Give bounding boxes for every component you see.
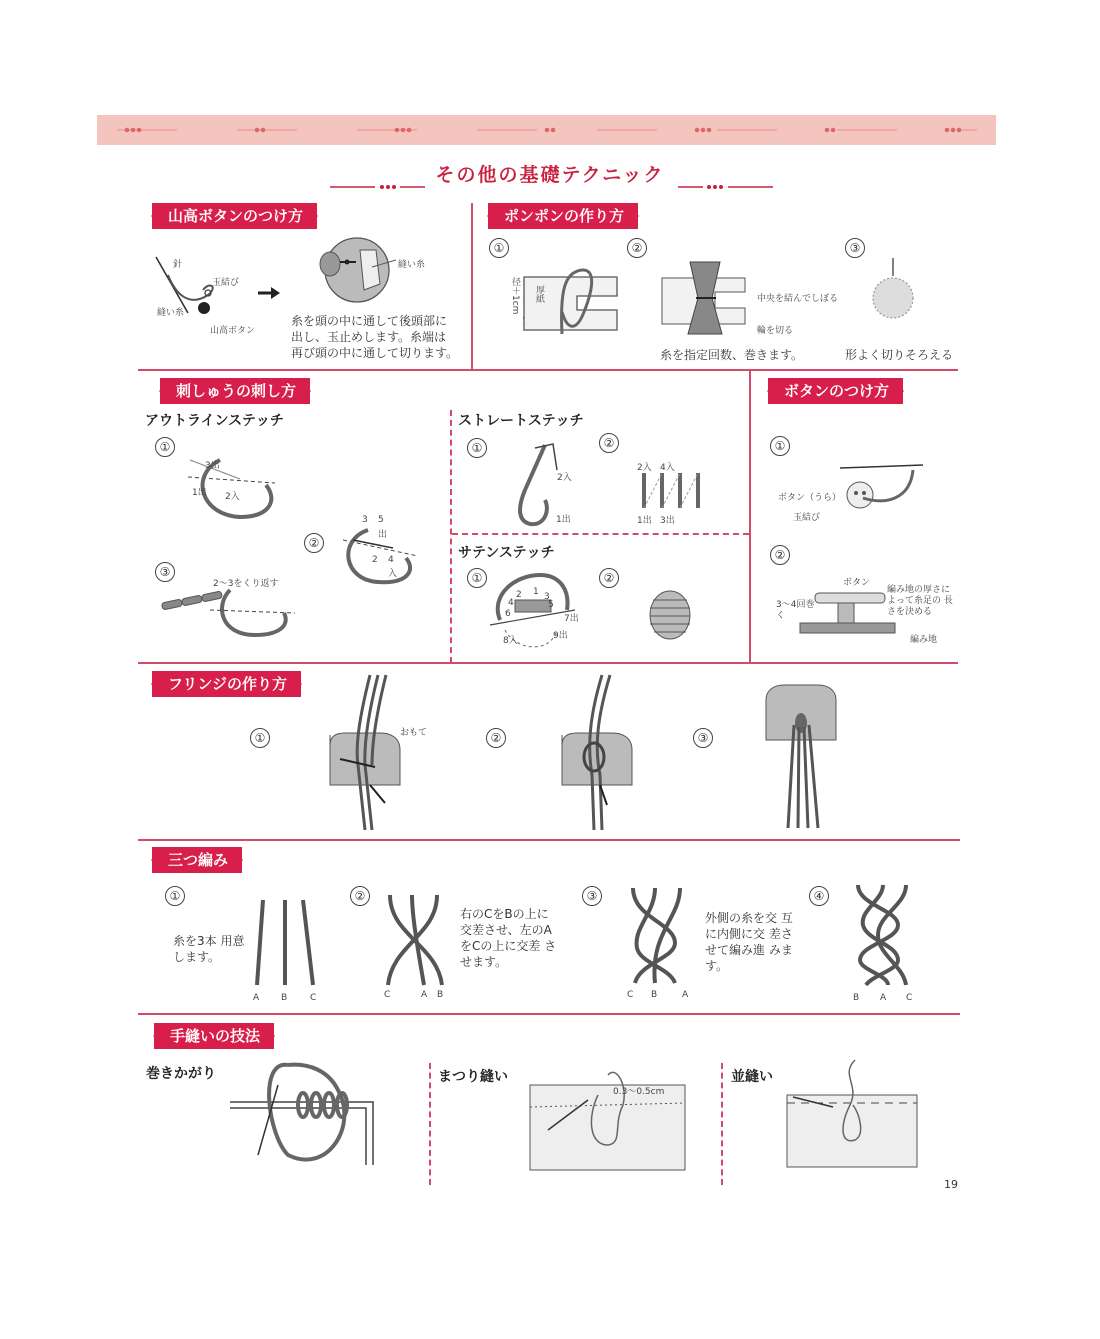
straight-step-1: ① [467,438,487,458]
outline-step-3: ③ [155,562,175,582]
section-label-hand-sewing: 手縫いの技法 [154,1023,274,1049]
braid-note-2: 右のCをBの上に 交差させ、左のA をCの上に交差 させます。 [460,907,557,969]
label-n4: 4 [388,555,394,565]
pompom-note-1: 糸を指定回数、巻きます。 [660,348,804,362]
satin-stitch-finished-illustration [645,588,695,643]
section-label-button-sew: ボタンのつけ方 [768,378,903,404]
section-label-button-shank: 山高ボタンのつけ方 [152,203,317,229]
pompom-tied-illustration [660,262,755,337]
blind-stitch-title: まつり縫い [438,1069,508,1085]
braid-1-letter-c: C [310,993,317,1003]
pompom-card-wrapping-illustration [522,272,622,342]
outline-stitch-title: アウトラインステッチ [145,413,284,429]
section-rule [138,1013,960,1015]
label-out: 出 [378,530,388,540]
section-divider [749,371,751,663]
braid-note-1: 糸を3本 用意します。 [173,934,245,964]
fringe-finished-illustration [766,685,841,835]
braid-3-letter-b: B [651,990,658,1000]
label-n2: 2 [372,555,378,565]
header-decorative-band [97,115,996,145]
label-thickness: 編み地の厚さに よって糸足の 長さを決める [887,585,953,617]
braid-3-letter-c: C [627,990,634,1000]
label-pompom-width: 径＋1cm [510,277,520,315]
outline-step-2: ② [304,533,324,553]
label-satin-n6: 6 [505,609,511,619]
section-label-braid: 三つ編み [152,847,242,873]
fringe-step2-illustration [562,675,642,835]
page-number: 19 [944,1178,958,1191]
whip-stitch-title: 巻きかがり [146,1066,216,1082]
pompom-finished-illustration [868,258,918,328]
embroidery-divider-horizontal [452,533,749,535]
label-wrap: 3～4回巻く [776,600,815,621]
section-label-pompom: ポンポンの作り方 [488,203,638,229]
section-divider [471,203,473,369]
arrow-right-icon [258,286,282,300]
label-tie: 中央を結んでしぼる [757,294,839,304]
label-out1: 1出 [192,488,207,498]
label-in2-straight: 2入 [557,473,572,483]
braid-note-3: 外側の糸を交 互に内側に交 差させて編み進 みます。 [705,911,793,973]
whip-stitch-illustration [228,1055,378,1165]
fringe-step1-illustration [330,675,410,835]
section-rule [138,662,958,664]
braid-2-letter-a: A [421,990,428,1000]
satin-step-2: ② [599,568,619,588]
label-button: ボタン [843,578,871,588]
note-line: 出し、玉止めします。糸端は [291,330,447,344]
label-thread: 縫い糸 [157,308,185,318]
braid-step4-illustration [848,885,918,985]
label-satin-n2: 2 [516,590,522,600]
label-in2: 2入 [225,492,240,502]
section-label-embroidery: 刺しゅうの刺し方 [160,378,310,404]
label-in2b: 2入 [637,463,652,473]
hand-sewing-divider [429,1063,431,1185]
braid-step3-illustration [625,888,695,983]
label-fabric: 編み地 [910,635,938,645]
braid-4-letter-b: B [853,993,860,1003]
note-line: 再び頭の中に通して切ります。 [291,346,459,360]
pompom-step-1: ① [489,238,509,258]
braid-step-1: ① [165,886,185,906]
braid-1-letter-b: B [281,993,288,1003]
label-n5: 5 [378,515,384,525]
label-button-back: ボタン（うら） [778,493,842,503]
label-out3-straight: 3出 [660,516,675,526]
label-satin-n1: 1 [533,587,539,597]
label-card: 厚紙 [534,285,544,303]
outline-stitch-step3-illustration [160,585,300,645]
straight-step-2: ② [599,433,619,453]
braid-2-letter-b: B [437,990,444,1000]
label-knot: 玉結び [212,278,240,288]
braid-1-letter-a: A [253,993,260,1003]
fringe-step-1: ① [250,728,270,748]
label-gap: 0.3～0.5cm [613,1087,665,1097]
label-shank-button: 山高ボタン [210,326,256,336]
braid-step1-illustration [255,900,325,985]
note-line: 糸を頭の中に通して後頭部に [291,314,448,328]
braid-2-letter-c: C [384,990,391,1000]
label-needle: 針 [173,260,183,270]
running-stitch-illustration [785,1055,920,1170]
braid-3-letter-a: A [682,990,689,1000]
label-in: 入 [388,569,398,579]
section-rule [138,839,960,841]
label-satin-n4: 4 [508,598,514,608]
shank-button-note [291,313,461,361]
straight-stitch-title: ストレートステッチ [458,413,584,429]
title-ornament-right [678,175,773,177]
label-repeat: 2～3をくり返す [213,579,279,589]
braid-step-3: ③ [582,886,602,906]
embroidery-divider [450,410,452,663]
label-satin-out9: 9出 [553,631,568,641]
braid-4-letter-a: A [880,993,887,1003]
satin-stitch-title: サテンステッチ [458,545,555,561]
label-satin-n5: 5 [548,600,554,610]
fringe-step-2: ② [486,728,506,748]
label-knot-button: 玉結び [793,513,821,523]
pompom-step-2: ② [627,238,647,258]
running-stitch-title: 並縫い [731,1069,773,1085]
label-satin-in8: 8入 [503,636,518,646]
braid-step-2: ② [350,886,370,906]
label-out1-straight: 1出 [556,515,571,525]
page-title: その他の基礎テクニック [435,164,665,186]
label-satin-out7: 7出 [564,614,579,624]
hand-sewing-divider [721,1063,723,1185]
section-rule [138,369,958,371]
braid-step-4: ④ [809,886,829,906]
satin-step-1: ① [467,568,487,588]
braid-step2-illustration [382,895,452,985]
label-out1b: 1出 [637,516,652,526]
label-thread-2: 縫い糸 [398,260,426,270]
band-ornament [97,115,996,145]
pompom-step-3: ③ [845,238,865,258]
label-cut: 輪を切る [757,326,794,336]
label-n3: 3 [362,515,368,525]
shank-button-finished-illustration [312,232,412,312]
blind-stitch-illustration [528,1055,688,1170]
braid-4-letter-c: C [906,993,913,1003]
label-front: おもて [400,728,428,738]
fringe-step-3: ③ [693,728,713,748]
button-sew-step1-illustration [835,460,935,520]
pompom-note-2: 形よく切りそろえる [845,348,954,362]
label-out3: 3出 [205,461,220,471]
button-sew-step-2: ② [770,545,790,565]
outline-step-1: ① [155,437,175,457]
label-in4: 4入 [660,463,675,473]
label-satin-n3: 3 [544,592,550,602]
button-sew-step-1: ① [770,436,790,456]
straight-stitch-step2-illustration [636,468,711,513]
section-label-fringe: フリンジの作り方 [152,671,301,697]
